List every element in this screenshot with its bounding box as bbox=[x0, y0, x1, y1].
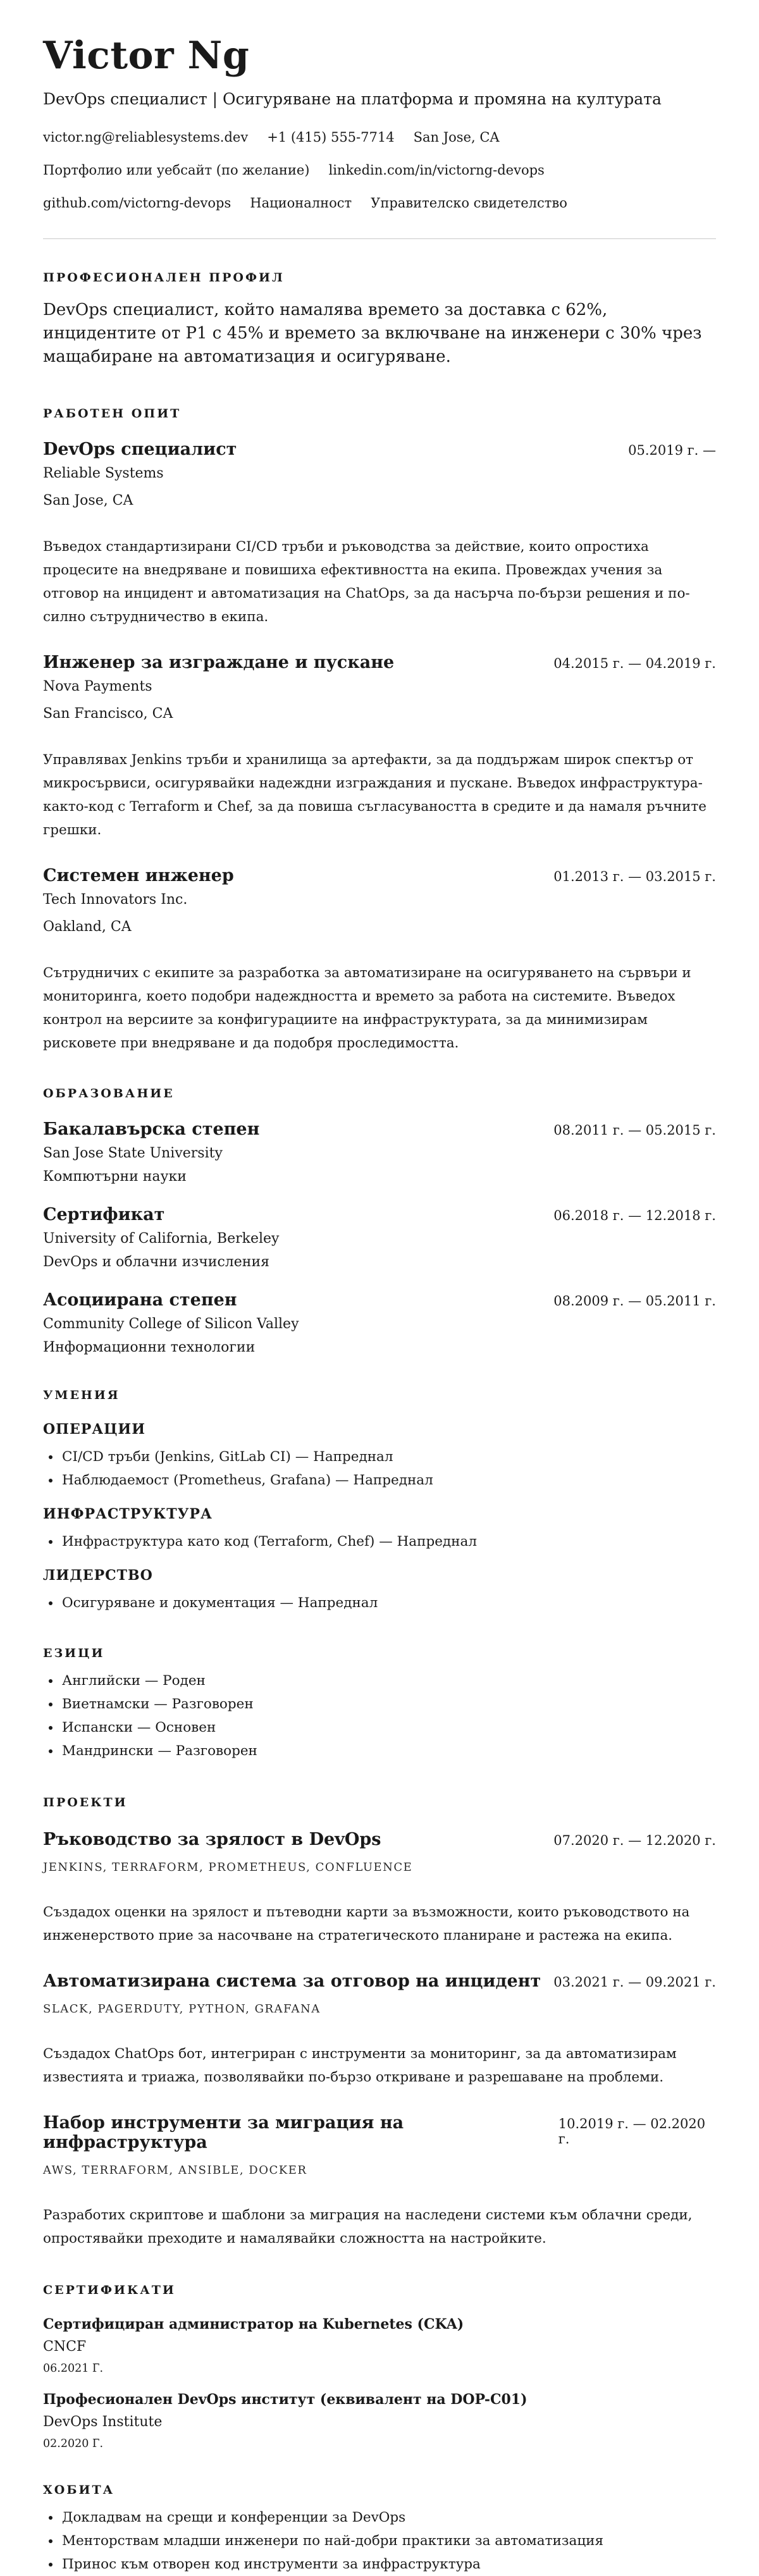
hobby-item: • Докладвам на срещи и конференции за DevOps bbox=[61, 2506, 716, 2529]
degree: Асоциирана степен bbox=[43, 1290, 237, 1310]
hobby-item: • Принос към отворен код инструменти за инфраструктура bbox=[61, 2553, 716, 2576]
project-tech: JENKINS, TERRAFORM, PROMETHEUS, CONFLUENCE bbox=[43, 1861, 413, 1874]
school: University of California, Berkeley bbox=[43, 1231, 280, 1247]
job-location: Oakland, CA bbox=[43, 919, 132, 935]
language-item: • Мандрински — Разговорен bbox=[61, 1739, 716, 1763]
education-entry bbox=[43, 1290, 716, 1355]
skill-group bbox=[43, 1506, 716, 1553]
hobby-item: • Менторствам младши инженери по най-добри практики за автоматизация bbox=[61, 2529, 716, 2553]
skill-group bbox=[43, 1567, 716, 1615]
header-divider bbox=[43, 238, 716, 239]
project-entry bbox=[43, 1971, 716, 2089]
contact-block bbox=[43, 130, 716, 211]
job-dates: 04.2015 г. — 04.2019 г. bbox=[553, 656, 716, 671]
project-tech: SLACK, PAGERDUTY, PYTHON, GRAFANA bbox=[43, 2002, 321, 2016]
project-name: Автоматизирана система за отговор на инцидент bbox=[43, 1971, 541, 1991]
project-dates: 10.2019 г. — 02.2020 г. bbox=[558, 2116, 706, 2147]
section-title-skills: УМЕНИЯ bbox=[43, 1388, 120, 1402]
language-item: • Виетнамски — Разговорен bbox=[61, 1692, 716, 1716]
project-tech: AWS, TERRAFORM, ANSIBLE, DOCKER bbox=[43, 2164, 307, 2177]
hobby-list bbox=[43, 2506, 716, 2576]
company: Reliable Systems bbox=[43, 465, 164, 481]
contact-row bbox=[43, 163, 716, 178]
language-item: • Испански — Основен bbox=[61, 1716, 716, 1739]
skill-item: • CI/CD тръби (Jenkins, GitLab CI) — Напреднал bbox=[61, 1445, 716, 1469]
nationality: Националност bbox=[250, 195, 352, 211]
job-location: San Francisco, CA bbox=[43, 706, 173, 722]
project-dates: 03.2021 г. — 09.2021 г. bbox=[553, 1975, 716, 1990]
location: San Jose, CA bbox=[413, 130, 500, 145]
certification-issuer: CNCF bbox=[43, 2339, 87, 2355]
job-location: San Jose, CA bbox=[43, 493, 133, 508]
project-entry bbox=[43, 2113, 716, 2250]
skill-item: • Наблюдаемост (Prometheus, Grafana) — Напреднал bbox=[61, 1469, 716, 1492]
skill-list bbox=[43, 1591, 716, 1615]
section-title-experience: РАБОТЕН ОПИТ bbox=[43, 407, 182, 421]
experience-entry bbox=[43, 440, 716, 629]
education-entry bbox=[43, 1119, 716, 1185]
education-dates: 08.2011 г. — 05.2015 г. bbox=[553, 1123, 716, 1138]
skill-category: ЛИДЕРСТВО bbox=[43, 1567, 153, 1584]
github-link[interactable]: github.com/victorng-devops bbox=[43, 195, 231, 211]
field-of-study: Информационни технологии bbox=[43, 1340, 256, 1355]
certification-date: 06.2021 Г. bbox=[43, 2362, 104, 2375]
project-entry bbox=[43, 1830, 716, 1947]
language-item: • Английски — Роден bbox=[61, 1669, 716, 1692]
skill-category: ОПЕРАЦИИ bbox=[43, 1421, 145, 1438]
certification-date: 02.2020 Г. bbox=[43, 2437, 104, 2450]
contact-row bbox=[43, 130, 716, 145]
skill-category: ИНФРАСТРУКТУРА bbox=[43, 1506, 213, 1522]
skill-group bbox=[43, 1421, 716, 1492]
job-description: Управлявах Jenkins тръби и хранилища за артефакти, за да поддържам широк спектър от микросървиси, осигурявайки надеждни изграждания и пускане. Въведох инфраструктура-както-код с Terraform и Chef, за да повиша съгласуваността в средите и да намаля ръчните грешки. bbox=[43, 752, 707, 838]
section-title-languages: ЕЗИЦИ bbox=[43, 1646, 105, 1660]
project-name: Ръководство за зрялост в DevOps bbox=[43, 1830, 381, 1849]
driving-license: Управителско свидетелство bbox=[371, 195, 567, 211]
job-description: Сътрудничих с екипите за разработка за автоматизиране на осигуряването на сървъри и мониторинга, което подобри надеждността и времето за работа на системите. Въведох контрол на версиите за конфигурациите на инфраструктурата, за да минимизирам рисковете при внедряване и да подобря проследимостта. bbox=[43, 965, 691, 1051]
language-list bbox=[43, 1669, 716, 1763]
field-of-study: Компютърни науки bbox=[43, 1169, 187, 1185]
linkedin-link[interactable]: linkedin.com/in/victorng-devops bbox=[328, 163, 545, 178]
section-title-hobbies: ХОБИТА bbox=[43, 2483, 115, 2497]
skill-list bbox=[43, 1530, 716, 1553]
project-name: Набор инструменти за миграция на инфраструктура bbox=[43, 2113, 404, 2152]
school: Community College of Silicon Valley bbox=[43, 1316, 299, 1332]
section-title-certifications: СЕРТИФИКАТИ bbox=[43, 2283, 176, 2297]
certification-name: Професионален DevOps институт (еквивалент на DOP-C01) bbox=[43, 2391, 528, 2408]
certification-entry bbox=[43, 2391, 716, 2450]
email[interactable]: victor.ng@reliablesystems.dev bbox=[43, 130, 249, 145]
job-title: DevOps специалист bbox=[43, 440, 237, 459]
education-entry bbox=[43, 1205, 716, 1270]
job-title: Инженер за изграждане и пускане bbox=[43, 653, 395, 672]
project-description: Разработих скриптове и шаблони за миграция на наследени системи към облачни среди, опростявайки преходите и намалявайки сложността на настройките. bbox=[43, 2207, 693, 2246]
certification-name: Сертифициран администратор на Kubernetes (CKA) bbox=[43, 2316, 464, 2333]
company: Nova Payments bbox=[43, 679, 152, 694]
portfolio-link[interactable]: Портфолио или уебсайт (по желание) bbox=[43, 163, 310, 178]
field-of-study: DevOps и облачни изчисления bbox=[43, 1254, 269, 1270]
project-description: Създадох ChatOps бот, интегриран с инструменти за мониторинг, за да автоматизирам известията и триажа, позволявайки по-бързо откриване и разрешаване на проблеми. bbox=[43, 2046, 677, 2085]
skill-item: • Осигуряване и документация — Напреднал bbox=[61, 1591, 716, 1615]
education-dates: 06.2018 г. — 12.2018 г. bbox=[553, 1208, 716, 1223]
candidate-name: Victor Ng bbox=[43, 34, 250, 78]
profile-summary: DevOps специалист, който намалява времето за доставка с 62%, инцидентите от P1 с 45% и времето за включване на инженери с 30% чрез мащабиране на автоматизация и осигуряване. bbox=[43, 300, 702, 366]
job-description: Въведох стандартизирани CI/CD тръби и ръководства за действие, които опростиха процесите на внедряване и повишиха ефективността на екипа. Провеждах учения за отговор на инцидент и автоматизация на ChatOps, за да насърча по-бързи решения и по-силно сътрудничество в екипа. bbox=[43, 539, 690, 625]
company: Tech Innovators Inc. bbox=[43, 892, 188, 908]
job-title: Системен инженер bbox=[43, 866, 234, 885]
certification-issuer: DevOps Institute bbox=[43, 2414, 163, 2430]
contact-row bbox=[43, 195, 716, 211]
certification-entry bbox=[43, 2316, 716, 2375]
job-dates: 01.2013 г. — 03.2015 г. bbox=[553, 869, 716, 884]
phone[interactable]: +1 (415) 555-7714 bbox=[267, 130, 395, 145]
experience-entry bbox=[43, 653, 716, 842]
tagline: DevOps специалист | Осигуряване на платформа и промяна на културата bbox=[43, 90, 662, 108]
section-title-profile: ПРОФЕСИОНАЛЕН ПРОФИЛ bbox=[43, 271, 285, 285]
project-dates: 07.2020 г. — 12.2020 г. bbox=[553, 1833, 716, 1848]
skill-item: • Инфраструктура като код (Terraform, Chef) — Напреднал bbox=[61, 1530, 716, 1553]
degree: Сертификат bbox=[43, 1205, 165, 1224]
skill-list bbox=[43, 1445, 716, 1492]
job-dates: 05.2019 г. — bbox=[628, 443, 716, 458]
school: San Jose State University bbox=[43, 1145, 223, 1161]
experience-entry bbox=[43, 866, 716, 1055]
project-description: Създадох оценки на зрялост и пътеводни карти за възможности, които ръководството на инженерството прие за насочване на стратегическото планиране и растежа на екипа. bbox=[43, 1904, 690, 1944]
degree: Бакалавърска степен bbox=[43, 1119, 260, 1139]
section-title-projects: ПРОЕКТИ bbox=[43, 1796, 128, 1809]
education-dates: 08.2009 г. — 05.2011 г. bbox=[553, 1293, 716, 1309]
section-title-education: ОБРАЗОВАНИЕ bbox=[43, 1087, 175, 1100]
